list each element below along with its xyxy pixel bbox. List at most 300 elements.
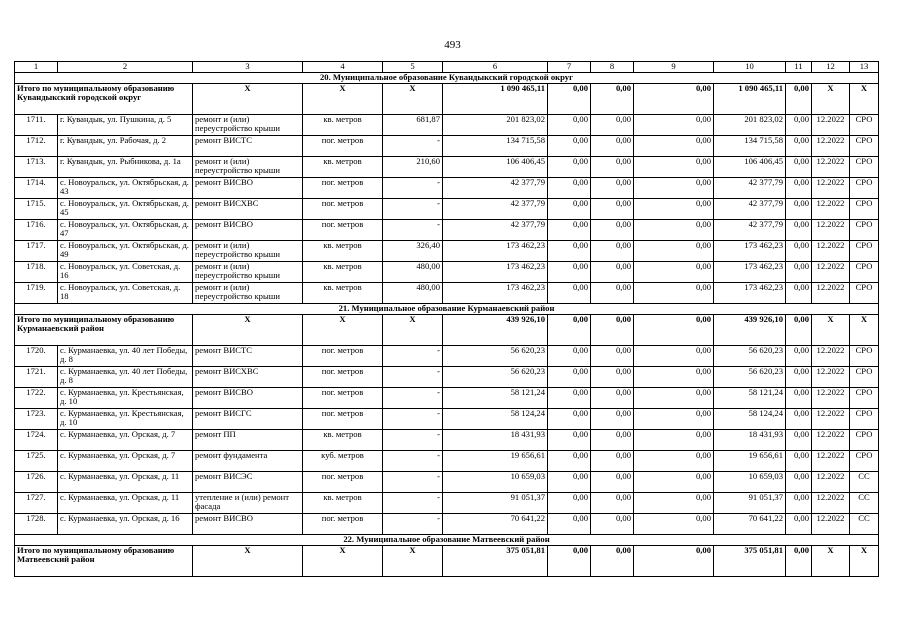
row-method: СРО <box>850 345 879 366</box>
row-number: 1726. <box>15 471 58 492</box>
row-unit: кв. метров <box>303 156 383 177</box>
row-fund-1: 0,00 <box>548 345 591 366</box>
row-unit: кв. метров <box>303 492 383 513</box>
row-unit: пог. метров <box>303 408 383 429</box>
total-value: 0,00 <box>786 314 812 345</box>
row-work-type: ремонт ВИСХВС <box>193 198 303 219</box>
row-address: с. Курманаевка, ул. Орская, д. 7 <box>58 450 193 471</box>
table-row <box>15 429 879 450</box>
row-fund-2: 0,00 <box>591 492 634 513</box>
row-number: 1716. <box>15 219 58 240</box>
column-header: 5 <box>383 62 443 73</box>
row-total-cost: 18 431,93 <box>443 429 548 450</box>
row-fund-2: 0,00 <box>591 156 634 177</box>
row-fund-4: 0,00 <box>786 408 812 429</box>
row-fund-2: 0,00 <box>591 114 634 135</box>
row-fund-4: 0,00 <box>786 366 812 387</box>
row-number: 1727. <box>15 492 58 513</box>
row-unit: пог. метров <box>303 387 383 408</box>
total-label: Итого по муниципальному образованию Кувандыкский городской округ <box>15 83 193 114</box>
row-fund-4: 0,00 <box>786 513 812 534</box>
total-label: Итого по муниципальному образованию Курманаевский район <box>15 314 193 345</box>
row-address: с. Курманаевка, ул. Орская, д. 11 <box>58 492 193 513</box>
total-x: X <box>850 83 879 114</box>
row-address: с. Новоуральск, ул. Советская, д. 18 <box>58 282 193 303</box>
row-address: с. Новоуральск, ул. Октябрьская, д. 45 <box>58 198 193 219</box>
row-fund-1: 0,00 <box>548 450 591 471</box>
row-owner-funds: 42 377,79 <box>714 177 786 198</box>
row-total-cost: 173 462,23 <box>443 240 548 261</box>
row-number: 1724. <box>15 429 58 450</box>
total-value: 0,00 <box>591 545 634 576</box>
row-owner-funds: 106 406,45 <box>714 156 786 177</box>
row-total-cost: 173 462,23 <box>443 282 548 303</box>
row-quantity: - <box>383 471 443 492</box>
row-quantity: - <box>383 429 443 450</box>
row-unit: пог. метров <box>303 471 383 492</box>
row-date: 12.2022 <box>812 114 850 135</box>
row-work-type: ремонт ВИСТС <box>193 135 303 156</box>
column-header: 9 <box>634 62 714 73</box>
row-quantity: - <box>383 387 443 408</box>
row-fund-1: 0,00 <box>548 429 591 450</box>
row-owner-funds: 42 377,79 <box>714 198 786 219</box>
row-address: г. Кувандык, ул. Рыбникова, д. 1а <box>58 156 193 177</box>
row-fund-4: 0,00 <box>786 198 812 219</box>
row-work-type: ремонт ВИСЭС <box>193 471 303 492</box>
column-header: 4 <box>303 62 383 73</box>
row-owner-funds: 201 823,02 <box>714 114 786 135</box>
total-x: X <box>812 314 850 345</box>
total-x: X <box>812 83 850 114</box>
column-header: 1 <box>15 62 58 73</box>
row-fund-3: 0,00 <box>634 471 714 492</box>
row-fund-4: 0,00 <box>786 450 812 471</box>
row-fund-2: 0,00 <box>591 282 634 303</box>
row-total-cost: 42 377,79 <box>443 219 548 240</box>
row-method: СРО <box>850 177 879 198</box>
row-number: 1721. <box>15 366 58 387</box>
row-fund-1: 0,00 <box>548 387 591 408</box>
column-header: 6 <box>443 62 548 73</box>
row-owner-funds: 42 377,79 <box>714 219 786 240</box>
row-fund-3: 0,00 <box>634 177 714 198</box>
row-fund-4: 0,00 <box>786 177 812 198</box>
row-unit: пог. метров <box>303 177 383 198</box>
row-date: 12.2022 <box>812 513 850 534</box>
row-number: 1713. <box>15 156 58 177</box>
row-total-cost: 106 406,45 <box>443 156 548 177</box>
row-quantity: - <box>383 408 443 429</box>
total-value: 0,00 <box>548 314 591 345</box>
row-work-type: ремонт и (или) переустройство крыши <box>193 282 303 303</box>
row-fund-2: 0,00 <box>591 450 634 471</box>
row-address: с. Новоуральск, ул. Октябрьская, д. 49 <box>58 240 193 261</box>
section-title: 20. Муниципальное образование Кувандыкский городской округ <box>15 72 879 83</box>
row-method: СРО <box>850 408 879 429</box>
row-unit: пог. метров <box>303 198 383 219</box>
row-address: г. Кувандык, ул. Рабочая, д. 2 <box>58 135 193 156</box>
table-row <box>15 471 879 492</box>
row-work-type: ремонт ВИСВО <box>193 177 303 198</box>
row-fund-2: 0,00 <box>591 408 634 429</box>
row-quantity: 210,60 <box>383 156 443 177</box>
row-fund-1: 0,00 <box>548 156 591 177</box>
total-value: 0,00 <box>591 314 634 345</box>
row-fund-3: 0,00 <box>634 261 714 282</box>
row-owner-funds: 10 659,03 <box>714 471 786 492</box>
row-fund-4: 0,00 <box>786 429 812 450</box>
row-method: СРО <box>850 282 879 303</box>
total-x: X <box>812 545 850 576</box>
row-fund-4: 0,00 <box>786 387 812 408</box>
row-number: 1720. <box>15 345 58 366</box>
table-row <box>15 366 879 387</box>
row-owner-funds: 18 431,93 <box>714 429 786 450</box>
total-x: X <box>850 545 879 576</box>
row-date: 12.2022 <box>812 282 850 303</box>
column-header: 3 <box>193 62 303 73</box>
row-total-cost: 10 659,03 <box>443 471 548 492</box>
row-unit: пог. метров <box>303 366 383 387</box>
row-fund-2: 0,00 <box>591 219 634 240</box>
row-total-cost: 58 121,24 <box>443 387 548 408</box>
row-date: 12.2022 <box>812 240 850 261</box>
total-label: Итого по муниципальному образованию Матвеевский район <box>15 545 193 576</box>
row-fund-3: 0,00 <box>634 156 714 177</box>
total-value: 0,00 <box>786 545 812 576</box>
row-fund-4: 0,00 <box>786 261 812 282</box>
row-date: 12.2022 <box>812 450 850 471</box>
row-fund-2: 0,00 <box>591 240 634 261</box>
row-total-cost: 56 620,23 <box>443 345 548 366</box>
row-fund-4: 0,00 <box>786 282 812 303</box>
table-body <box>15 62 879 577</box>
row-date: 12.2022 <box>812 198 850 219</box>
row-fund-3: 0,00 <box>634 492 714 513</box>
row-unit: пог. метров <box>303 513 383 534</box>
row-fund-3: 0,00 <box>634 198 714 219</box>
row-date: 12.2022 <box>812 135 850 156</box>
row-total-cost: 70 641,22 <box>443 513 548 534</box>
total-x: X <box>383 545 443 576</box>
row-address: с. Новоуральск, ул. Октябрьская, д. 47 <box>58 219 193 240</box>
row-address: с. Новоуральск, ул. Советская, д. 16 <box>58 261 193 282</box>
row-fund-3: 0,00 <box>634 408 714 429</box>
row-method: СС <box>850 492 879 513</box>
total-x: X <box>193 83 303 114</box>
row-fund-4: 0,00 <box>786 471 812 492</box>
row-quantity: - <box>383 219 443 240</box>
section-title: 21. Муниципальное образование Курманаевский район <box>15 303 879 314</box>
row-number: 1725. <box>15 450 58 471</box>
row-quantity: - <box>383 198 443 219</box>
row-owner-funds: 56 620,23 <box>714 366 786 387</box>
table-row <box>15 345 879 366</box>
column-header: 8 <box>591 62 634 73</box>
table-row <box>15 135 879 156</box>
row-fund-3: 0,00 <box>634 366 714 387</box>
table-row <box>15 513 879 534</box>
row-fund-3: 0,00 <box>634 240 714 261</box>
row-work-type: ремонт ВИСГС <box>193 408 303 429</box>
row-fund-3: 0,00 <box>634 345 714 366</box>
total-value: 0,00 <box>548 83 591 114</box>
table-row <box>15 219 879 240</box>
section-title-row <box>15 303 879 314</box>
row-method: СРО <box>850 450 879 471</box>
row-total-cost: 201 823,02 <box>443 114 548 135</box>
row-method: СС <box>850 513 879 534</box>
row-quantity: - <box>383 513 443 534</box>
page-number: 493 <box>444 39 461 51</box>
row-owner-funds: 58 121,24 <box>714 387 786 408</box>
row-fund-3: 0,00 <box>634 450 714 471</box>
row-fund-1: 0,00 <box>548 198 591 219</box>
column-header-row <box>15 62 879 73</box>
row-total-cost: 19 656,61 <box>443 450 548 471</box>
row-address: с. Новоуральск, ул. Октябрьская, д. 43 <box>58 177 193 198</box>
row-number: 1711. <box>15 114 58 135</box>
column-header: 12 <box>812 62 850 73</box>
row-number: 1719. <box>15 282 58 303</box>
section-total-row <box>15 83 879 114</box>
row-method: СРО <box>850 429 879 450</box>
total-x: X <box>303 83 383 114</box>
row-method: СРО <box>850 387 879 408</box>
row-owner-funds: 56 620,23 <box>714 345 786 366</box>
column-header: 13 <box>850 62 879 73</box>
row-total-cost: 58 124,24 <box>443 408 548 429</box>
row-fund-1: 0,00 <box>548 177 591 198</box>
section-total-row <box>15 545 879 576</box>
total-value: 0,00 <box>634 545 714 576</box>
row-owner-funds: 173 462,23 <box>714 261 786 282</box>
total-value: 375 051,81 <box>714 545 786 576</box>
row-fund-3: 0,00 <box>634 114 714 135</box>
row-fund-3: 0,00 <box>634 135 714 156</box>
row-fund-3: 0,00 <box>634 282 714 303</box>
row-fund-2: 0,00 <box>591 429 634 450</box>
row-fund-4: 0,00 <box>786 240 812 261</box>
row-address: с. Курманаевка, ул. Крестьянская, д. 10 <box>58 408 193 429</box>
row-method: СРО <box>850 219 879 240</box>
row-total-cost: 134 715,58 <box>443 135 548 156</box>
table-row <box>15 408 879 429</box>
row-quantity: - <box>383 345 443 366</box>
row-fund-1: 0,00 <box>548 240 591 261</box>
row-address: с. Курманаевка, ул. Орская, д. 16 <box>58 513 193 534</box>
capital-repair-table <box>14 61 879 577</box>
row-owner-funds: 173 462,23 <box>714 240 786 261</box>
table-row <box>15 198 879 219</box>
total-value: 375 051,81 <box>443 545 548 576</box>
row-number: 1715. <box>15 198 58 219</box>
row-total-cost: 42 377,79 <box>443 198 548 219</box>
row-address: с. Курманаевка, ул. Орская, д. 7 <box>58 429 193 450</box>
row-fund-1: 0,00 <box>548 471 591 492</box>
row-address: с. Курманаевка, ул. 40 лет Победы, д. 8 <box>58 366 193 387</box>
row-total-cost: 91 051,37 <box>443 492 548 513</box>
row-fund-1: 0,00 <box>548 219 591 240</box>
column-header: 11 <box>786 62 812 73</box>
row-date: 12.2022 <box>812 345 850 366</box>
row-date: 12.2022 <box>812 177 850 198</box>
row-work-type: ремонт и (или) переустройство крыши <box>193 261 303 282</box>
total-x: X <box>303 545 383 576</box>
row-fund-3: 0,00 <box>634 219 714 240</box>
row-number: 1717. <box>15 240 58 261</box>
column-header: 2 <box>58 62 193 73</box>
row-fund-4: 0,00 <box>786 219 812 240</box>
row-owner-funds: 173 462,23 <box>714 282 786 303</box>
row-quantity: - <box>383 135 443 156</box>
row-quantity: - <box>383 450 443 471</box>
row-owner-funds: 58 124,24 <box>714 408 786 429</box>
row-method: СРО <box>850 366 879 387</box>
row-total-cost: 173 462,23 <box>443 261 548 282</box>
table-row <box>15 492 879 513</box>
row-work-type: ремонт ПП <box>193 429 303 450</box>
row-unit: кв. метров <box>303 240 383 261</box>
total-x: X <box>850 314 879 345</box>
row-fund-4: 0,00 <box>786 156 812 177</box>
row-fund-1: 0,00 <box>548 282 591 303</box>
row-quantity: 681,87 <box>383 114 443 135</box>
row-fund-3: 0,00 <box>634 429 714 450</box>
section-title-row <box>15 72 879 83</box>
row-date: 12.2022 <box>812 387 850 408</box>
table-row <box>15 156 879 177</box>
row-number: 1723. <box>15 408 58 429</box>
row-work-type: ремонт и (или) переустройство крыши <box>193 240 303 261</box>
row-fund-1: 0,00 <box>548 114 591 135</box>
row-unit: куб. метров <box>303 450 383 471</box>
row-fund-1: 0,00 <box>548 513 591 534</box>
row-work-type: ремонт и (или) переустройство крыши <box>193 114 303 135</box>
row-fund-4: 0,00 <box>786 492 812 513</box>
row-work-type: ремонт ВИСТС <box>193 345 303 366</box>
row-quantity: 480,00 <box>383 261 443 282</box>
total-value: 439 926,10 <box>443 314 548 345</box>
row-unit: пог. метров <box>303 219 383 240</box>
row-address: г. Кувандык, ул. Пушкина, д. 5 <box>58 114 193 135</box>
total-x: X <box>383 83 443 114</box>
row-date: 12.2022 <box>812 471 850 492</box>
row-fund-2: 0,00 <box>591 261 634 282</box>
row-work-type: ремонт фундамента <box>193 450 303 471</box>
table-row <box>15 282 879 303</box>
section-title: 22. Муниципальное образование Матвеевский район <box>15 534 879 545</box>
row-owner-funds: 134 715,58 <box>714 135 786 156</box>
row-method: СРО <box>850 198 879 219</box>
row-date: 12.2022 <box>812 429 850 450</box>
row-work-type: ремонт ВИСВО <box>193 219 303 240</box>
row-quantity: - <box>383 366 443 387</box>
row-unit: кв. метров <box>303 282 383 303</box>
row-owner-funds: 19 656,61 <box>714 450 786 471</box>
row-fund-2: 0,00 <box>591 135 634 156</box>
column-header: 10 <box>714 62 786 73</box>
row-fund-2: 0,00 <box>591 345 634 366</box>
row-unit: пог. метров <box>303 345 383 366</box>
row-quantity: 326,40 <box>383 240 443 261</box>
row-fund-4: 0,00 <box>786 345 812 366</box>
row-date: 12.2022 <box>812 408 850 429</box>
row-work-type: утепление и (или) ремонт фасада <box>193 492 303 513</box>
table-row <box>15 177 879 198</box>
row-method: СРО <box>850 156 879 177</box>
row-fund-2: 0,00 <box>591 366 634 387</box>
row-method: СРО <box>850 240 879 261</box>
column-header: 7 <box>548 62 591 73</box>
table-row <box>15 114 879 135</box>
row-date: 12.2022 <box>812 492 850 513</box>
row-fund-3: 0,00 <box>634 387 714 408</box>
section-total-row <box>15 314 879 345</box>
row-date: 12.2022 <box>812 261 850 282</box>
row-fund-2: 0,00 <box>591 513 634 534</box>
total-x: X <box>383 314 443 345</box>
total-x: X <box>193 314 303 345</box>
row-work-type: ремонт ВИСВО <box>193 513 303 534</box>
table-row <box>15 387 879 408</box>
row-work-type: ремонт и (или) переустройство крыши <box>193 156 303 177</box>
row-fund-1: 0,00 <box>548 408 591 429</box>
total-value: 439 926,10 <box>714 314 786 345</box>
table-row <box>15 261 879 282</box>
row-address: с. Курманаевка, ул. Орская, д. 11 <box>58 471 193 492</box>
row-number: 1712. <box>15 135 58 156</box>
row-owner-funds: 70 641,22 <box>714 513 786 534</box>
row-number: 1722. <box>15 387 58 408</box>
total-value: 1 090 465,11 <box>443 83 548 114</box>
row-fund-4: 0,00 <box>786 114 812 135</box>
total-value: 0,00 <box>786 83 812 114</box>
row-work-type: ремонт ВИСХВС <box>193 366 303 387</box>
table-row <box>15 450 879 471</box>
total-value: 1 090 465,11 <box>714 83 786 114</box>
row-fund-4: 0,00 <box>786 135 812 156</box>
row-address: с. Курманаевка, ул. Крестьянская, д. 10 <box>58 387 193 408</box>
row-quantity: - <box>383 177 443 198</box>
row-unit: кв. метров <box>303 261 383 282</box>
row-fund-2: 0,00 <box>591 198 634 219</box>
row-unit: кв. метров <box>303 114 383 135</box>
row-number: 1714. <box>15 177 58 198</box>
row-total-cost: 42 377,79 <box>443 177 548 198</box>
row-total-cost: 56 620,23 <box>443 366 548 387</box>
row-unit: пог. метров <box>303 135 383 156</box>
row-date: 12.2022 <box>812 219 850 240</box>
total-value: 0,00 <box>634 83 714 114</box>
row-fund-1: 0,00 <box>548 261 591 282</box>
row-owner-funds: 91 051,37 <box>714 492 786 513</box>
total-value: 0,00 <box>548 545 591 576</box>
total-x: X <box>193 545 303 576</box>
row-number: 1728. <box>15 513 58 534</box>
row-quantity: 480,00 <box>383 282 443 303</box>
row-number: 1718. <box>15 261 58 282</box>
row-work-type: ремонт ВИСВО <box>193 387 303 408</box>
row-fund-3: 0,00 <box>634 513 714 534</box>
row-method: СРО <box>850 135 879 156</box>
row-quantity: - <box>383 492 443 513</box>
section-title-row <box>15 534 879 545</box>
row-address: с. Курманаевка, ул. 40 лет Победы, д. 8 <box>58 345 193 366</box>
row-fund-1: 0,00 <box>548 366 591 387</box>
row-fund-2: 0,00 <box>591 177 634 198</box>
